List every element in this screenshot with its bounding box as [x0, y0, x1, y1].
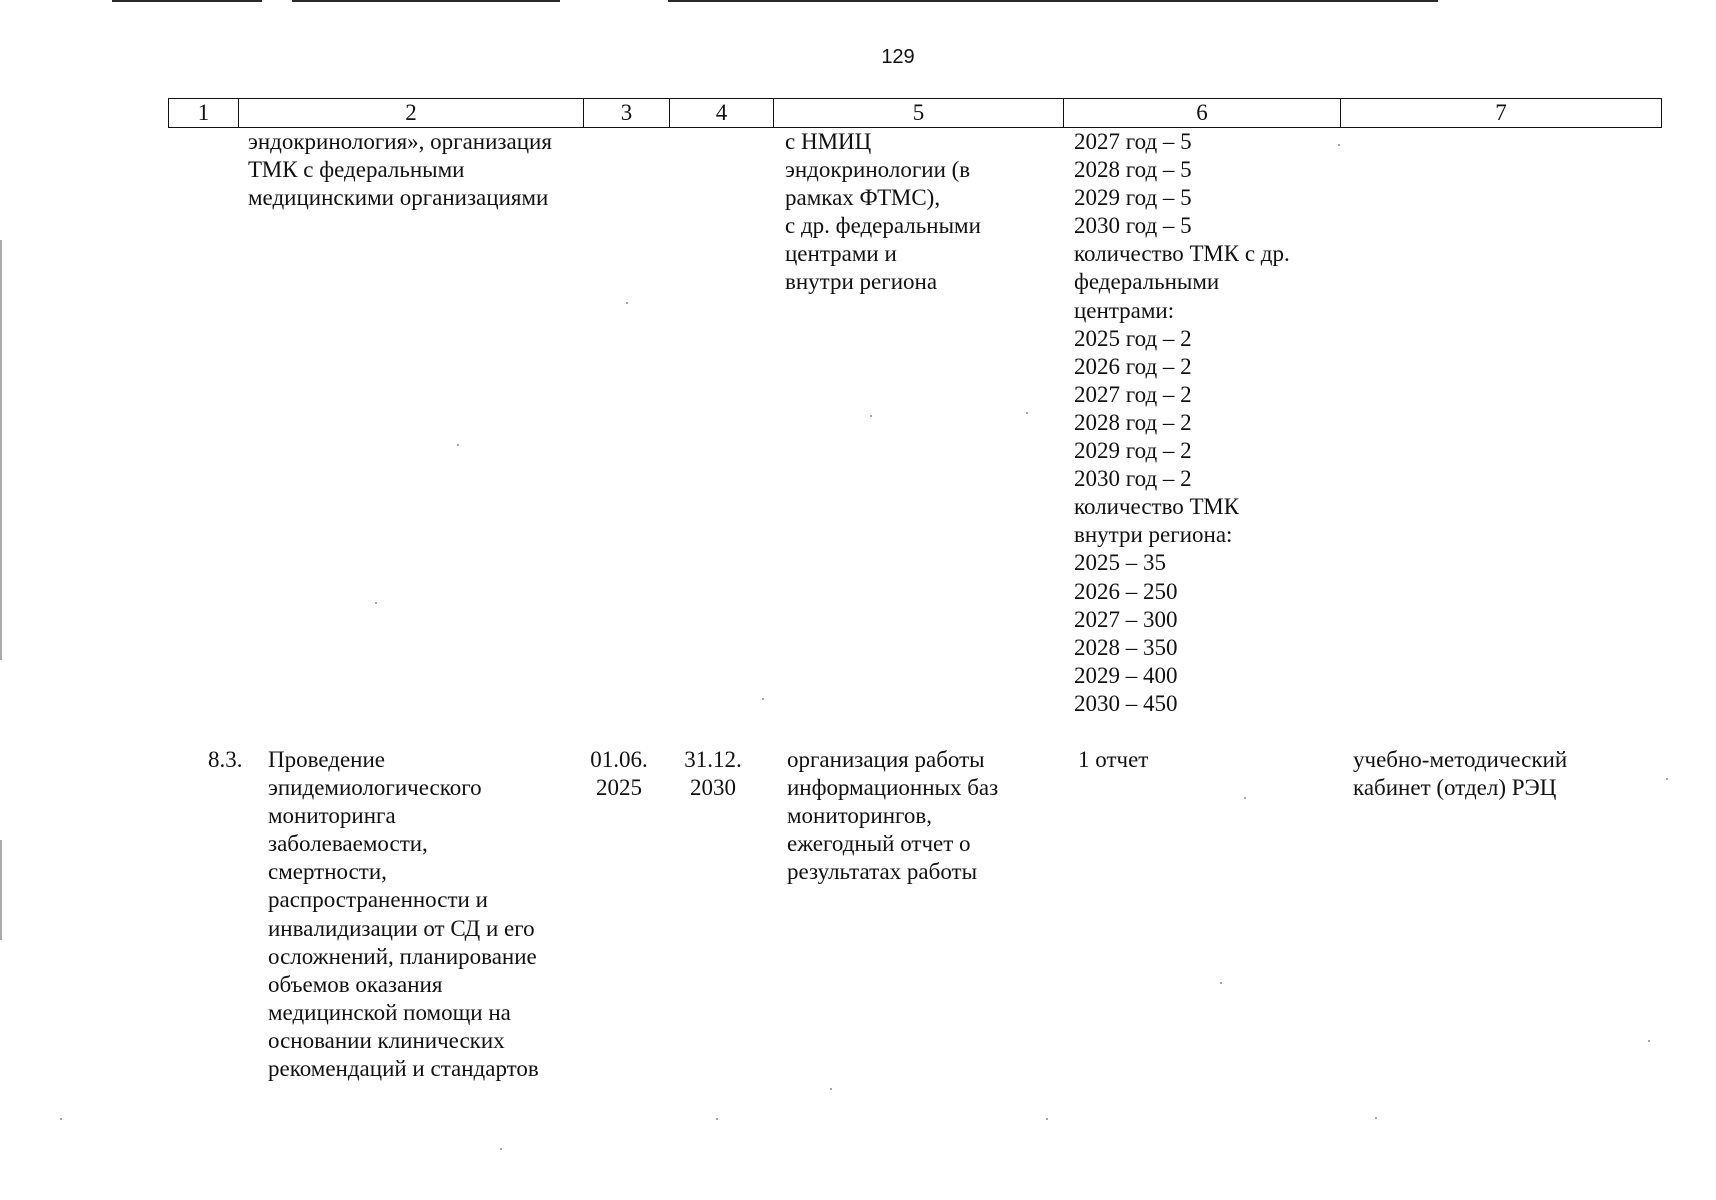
text-line: 2030 – 450 [1074, 690, 1178, 716]
text-line: 2025 – 35 [1074, 550, 1166, 576]
text-line: 2029 год – 5 [1074, 185, 1192, 211]
text-line: 2027 год – 5 [1074, 129, 1192, 154]
text-line: рекомендаций и стандартов [268, 1056, 539, 1082]
scan-speck [1220, 982, 1222, 984]
header-col-4: 4 [669, 99, 773, 127]
header-col-1: 1 [197, 100, 210, 125]
header-col-5: 5 [773, 99, 1063, 127]
text-line: 2027 год – 2 [1074, 381, 1192, 407]
text-line: 2028 год – 2 [1074, 409, 1192, 435]
text-line: 2027 – 300 [1074, 606, 1178, 632]
scan-speck [762, 698, 764, 700]
scan-speck [626, 302, 628, 304]
scan-speck [870, 415, 872, 417]
page-number: 129 [881, 46, 915, 68]
text-line: внутри региона: [1074, 522, 1233, 548]
text-line: количество ТМК с др. [1074, 241, 1290, 267]
scan-edge-mark [0, 840, 2, 940]
continued-col2-text [248, 128, 552, 212]
header-col-2: 2 [238, 99, 583, 127]
header-col-6: 6 [1063, 99, 1340, 127]
text-line: распространенности и [268, 887, 488, 913]
text-line: смертности, [268, 859, 387, 885]
header-col-3: 3 [583, 99, 669, 127]
scan-speck [1244, 797, 1246, 799]
text-line: мониторингов, [787, 803, 933, 829]
scan-speck [1375, 1117, 1377, 1119]
text-line: с НМИЦ [785, 129, 872, 154]
scan-speck [716, 1118, 718, 1120]
scan-speck [375, 602, 377, 604]
scan-speck [1046, 1118, 1048, 1120]
text-line: 2026 год – 2 [1074, 353, 1192, 379]
row-8-3-col5-text [787, 746, 998, 886]
text-line: центрами и [785, 241, 897, 267]
text-line: 2028 год – 5 [1074, 157, 1192, 183]
text-line: 1 отчет [1078, 747, 1149, 772]
text-line: 2030 [690, 775, 736, 801]
text-line: объемов оказания [268, 971, 443, 997]
scan-speck [457, 444, 459, 446]
text-line: мониторинга [268, 803, 396, 829]
scan-speck [1648, 1040, 1650, 1042]
header-col-7: 7 [1340, 99, 1661, 127]
scan-edge-mark [0, 240, 2, 660]
text-line: ежегодный отчет о [787, 831, 971, 857]
text-line: результатах работы [787, 859, 978, 885]
text-line: 01.06. [590, 747, 648, 772]
text-line: федеральными [1074, 269, 1220, 295]
text-line: организация работы [787, 747, 985, 772]
scan-speck [60, 1118, 62, 1120]
text-line: медицинскими организациями [248, 185, 549, 211]
row-8-3-number: 8.3. [208, 747, 243, 772]
text-line: 2029 год – 2 [1074, 438, 1192, 464]
text-line: основании клинических [268, 1027, 505, 1053]
text-line: ТМК с федеральными [248, 157, 465, 183]
row-8-3-end-date [678, 746, 748, 802]
text-line: медицинской помощи на [268, 999, 511, 1025]
text-line: 2025 [596, 775, 642, 801]
text-line: учебно-методический [1353, 747, 1568, 772]
text-line: осложнений, планирование [268, 943, 537, 969]
text-line: эпидемиологического [268, 775, 482, 801]
text-line: 2026 – 250 [1074, 578, 1178, 604]
continued-col5-text [785, 128, 981, 297]
text-line: 2025 год – 2 [1074, 325, 1192, 351]
text-line: 31.12. [684, 747, 742, 772]
text-line: информационных баз [787, 775, 999, 801]
text-line: 2029 – 400 [1074, 662, 1178, 688]
text-line: 2030 год – 5 [1074, 213, 1192, 239]
text-line: внутри региона [785, 269, 938, 295]
scan-speck [830, 1088, 832, 1090]
text-line: кабинет (отдел) РЭЦ [1353, 775, 1557, 801]
text-line: рамках ФТМС), [785, 185, 941, 211]
row-8-3-col2-text [268, 746, 539, 1083]
scan-edge-line [668, 0, 1438, 2]
row-8-3-col7-text [1353, 746, 1567, 802]
text-line: заболеваемости, [268, 831, 428, 857]
text-line: 2030 год – 2 [1074, 466, 1192, 492]
text-line: инвалидизации от СД и его [268, 915, 535, 941]
text-line: количество ТМК [1074, 494, 1240, 520]
text-line: эндокринологии (в [785, 157, 971, 183]
scan-speck [1026, 412, 1028, 414]
text-line: с др. федеральными [785, 213, 981, 239]
row-8-3-col6-text [1078, 746, 1148, 774]
continued-col6-text [1074, 128, 1290, 718]
scan-speck [1666, 778, 1668, 780]
text-line: центрами: [1074, 297, 1175, 323]
scan-edge-line [292, 0, 560, 2]
scan-speck [1338, 144, 1340, 146]
text-line: эндокринология», организация [248, 129, 552, 154]
table-header-row [168, 98, 1662, 128]
text-line: Проведение [268, 747, 385, 772]
scan-edge-line [112, 0, 262, 2]
scan-speck [500, 1148, 502, 1150]
row-8-3-start-date [584, 746, 654, 802]
text-line: 2028 – 350 [1074, 634, 1178, 660]
